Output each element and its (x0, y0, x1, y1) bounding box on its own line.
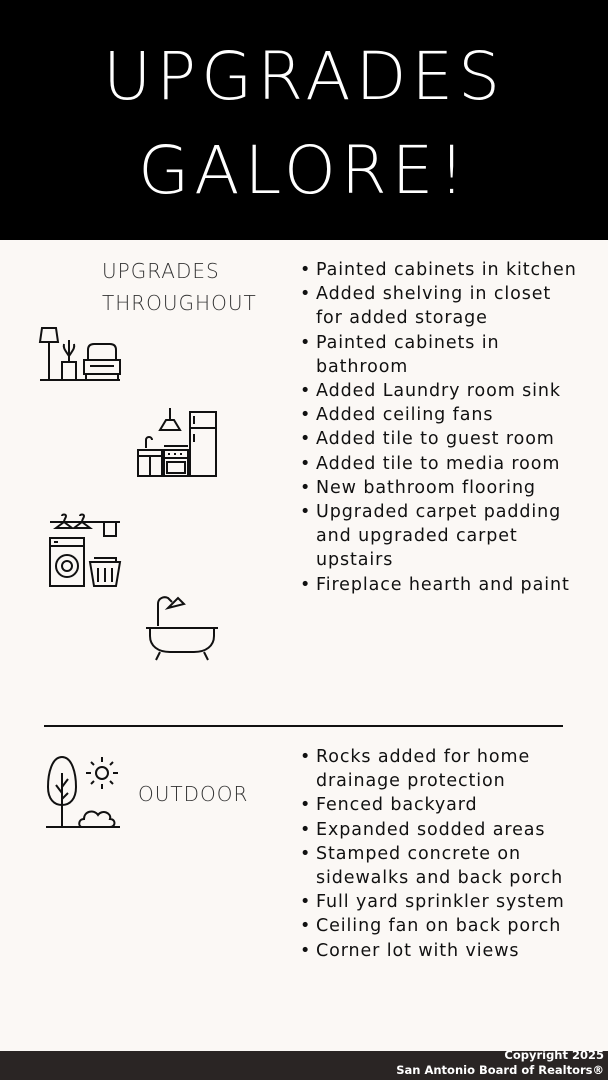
list-item: • New bathroom flooring (300, 476, 580, 500)
list-item: • Added ceiling fans (300, 403, 580, 427)
list-item: • Full yard sprinkler system (300, 890, 570, 914)
list-item: • Expanded sodded areas (300, 818, 570, 842)
list-item: • Upgraded carpet padding and upgraded carpet upstairs (300, 500, 580, 573)
living-room-icon (38, 326, 122, 382)
list-item: • Rocks added for home drainage protection (300, 745, 570, 793)
section-title-line2: THROUGHOUT (102, 291, 257, 315)
list-item: • Corner lot with views (300, 939, 570, 963)
list-item: • Painted cabinets in kitchen (300, 258, 580, 282)
section-divider (44, 725, 563, 727)
outdoor-tree-sun-icon (44, 753, 122, 829)
list-item: • Added tile to guest room (300, 427, 580, 451)
header-banner (0, 0, 608, 240)
list-item: • Added tile to media room (300, 452, 580, 476)
section-title-line1: UPGRADES (102, 259, 220, 283)
list-item: • Painted cabinets in bathroom (300, 331, 580, 379)
header-title-line2: GALORE! (138, 132, 470, 209)
header-title-line1: UPGRADES (102, 38, 505, 115)
section-title-outdoor: OUTDOOR (138, 782, 249, 806)
list-item: • Added Laundry room sink (300, 379, 580, 403)
footer-copyright: Copyright 2025 (504, 1048, 604, 1062)
list-item: • Added shelving in closet for added storage (300, 282, 580, 330)
laundry-icon (48, 512, 122, 588)
section-title-upgrades (102, 255, 257, 319)
kitchen-icon (136, 406, 218, 478)
bathtub-icon (144, 594, 220, 662)
footer-board: San Antonio Board of Realtors® (396, 1063, 604, 1077)
list-item: • Stamped concrete on sidewalks and back porch (300, 842, 570, 890)
footer (0, 1048, 608, 1080)
list-item: • Fenced backyard (300, 793, 570, 817)
outdoor-list (300, 745, 570, 963)
upgrades-list (300, 258, 580, 597)
list-item: • Fireplace hearth and paint (300, 573, 580, 597)
list-item: • Ceiling fan on back porch (300, 914, 570, 938)
